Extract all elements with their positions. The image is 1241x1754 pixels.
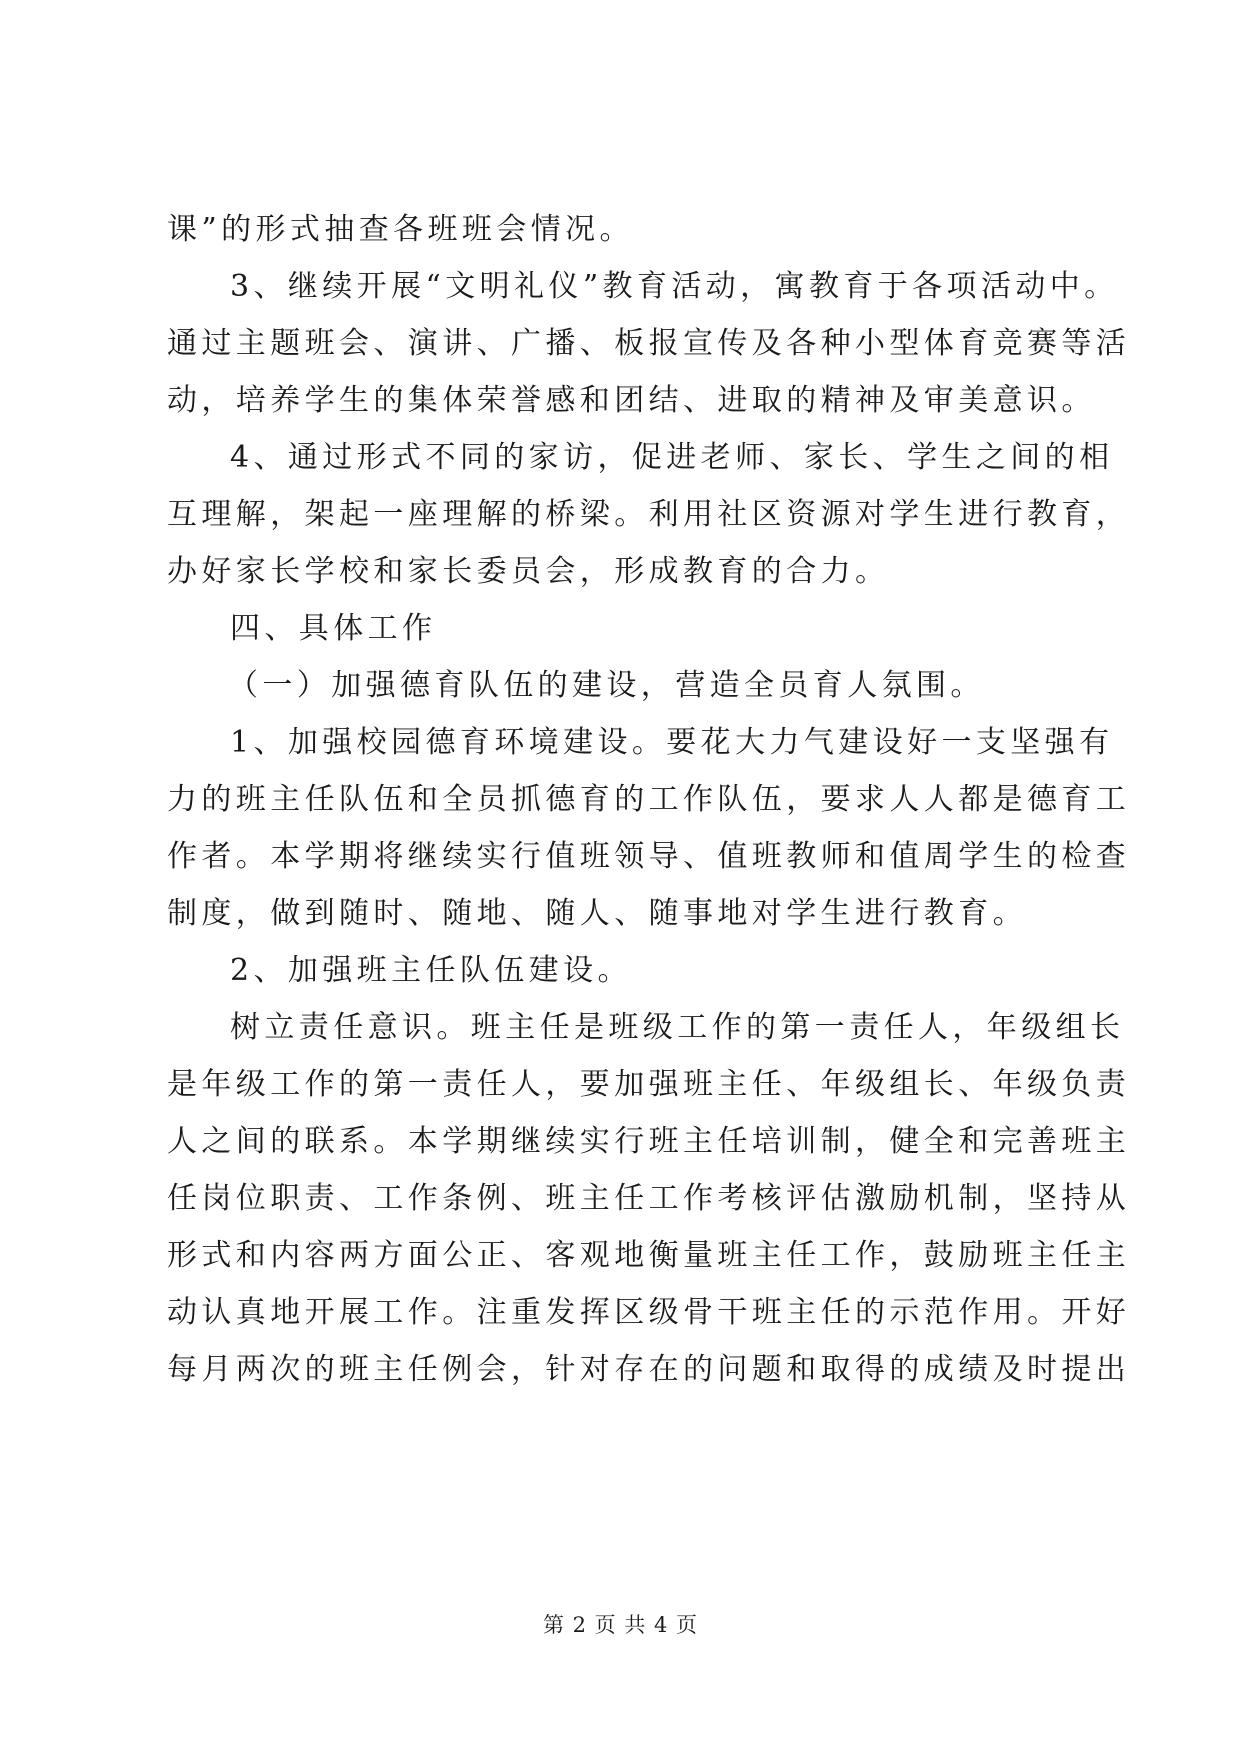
text-line-13: 制度，做到随时、随地、随人、随事地对学生进行教育。 — [167, 896, 1027, 931]
text-line-15: 树立责任意识。班主任是班级工作的第一责任人，年级组长 — [230, 1010, 1125, 1045]
text-line-6: 互理解，架起一座理解的桥梁。利用社区资源对学生进行教育， — [167, 497, 1131, 532]
text-line-11: 力的班主任队伍和全员抓德育的工作队伍，要求人人都是德育工 — [167, 782, 1131, 817]
text-line-1: 课”的形式抽查各班班会情况。 — [167, 212, 634, 247]
text-line-14: 2、加强班主任队伍建设。 — [230, 953, 632, 988]
text-line-3: 通过主题班会、演讲、广播、板报宣传及各种小型体育竞赛等活 — [167, 326, 1131, 361]
text-line-7: 办好家长学校和家长委员会，形成教育的合力。 — [167, 554, 890, 589]
text-line-21: 每月两次的班主任例会，针对存在的问题和取得的成绩及时提出 — [167, 1352, 1131, 1387]
text-line-18: 任岗位职责、工作条例、班主任工作考核评估激励机制，坚持从 — [167, 1181, 1131, 1216]
text-line-12: 作者。本学期将继续实行值班领导、值班教师和值周学生的检查 — [167, 839, 1131, 874]
text-line-10: 1、加强校园德育环境建设。要花大力气建设好一支坚强有 — [230, 725, 1114, 760]
text-line-4: 动，培养学生的集体荣誉感和团结、进取的精神及审美意识。 — [167, 383, 1096, 418]
text-line-5: 4、通过形式不同的家访，促进老师、家长、学生之间的相 — [230, 440, 1114, 475]
text-line-2: 3、继续开展“文明礼仪”教育活动，寓教育于各项活动中。 — [230, 269, 1119, 304]
section-heading: 四、具体工作 — [230, 611, 437, 646]
subsection-heading: （一）加强德育队伍的建设，营造全员育人氛围。 — [228, 668, 985, 703]
text-line-20: 动认真地开展工作。注重发挥区级骨干班主任的示范作用。开好 — [167, 1295, 1131, 1330]
page-footer: 第 2 页 共 4 页 — [542, 1613, 699, 1637]
text-line-16: 是年级工作的第一责任人，要加强班主任、年级组长、年级负责 — [167, 1067, 1131, 1102]
text-line-19: 形式和内容两方面公正、客观地衡量班主任工作，鼓励班主任主 — [167, 1238, 1131, 1273]
text-line-17: 人之间的联系。本学期继续实行班主任培训制，健全和完善班主 — [167, 1124, 1131, 1159]
